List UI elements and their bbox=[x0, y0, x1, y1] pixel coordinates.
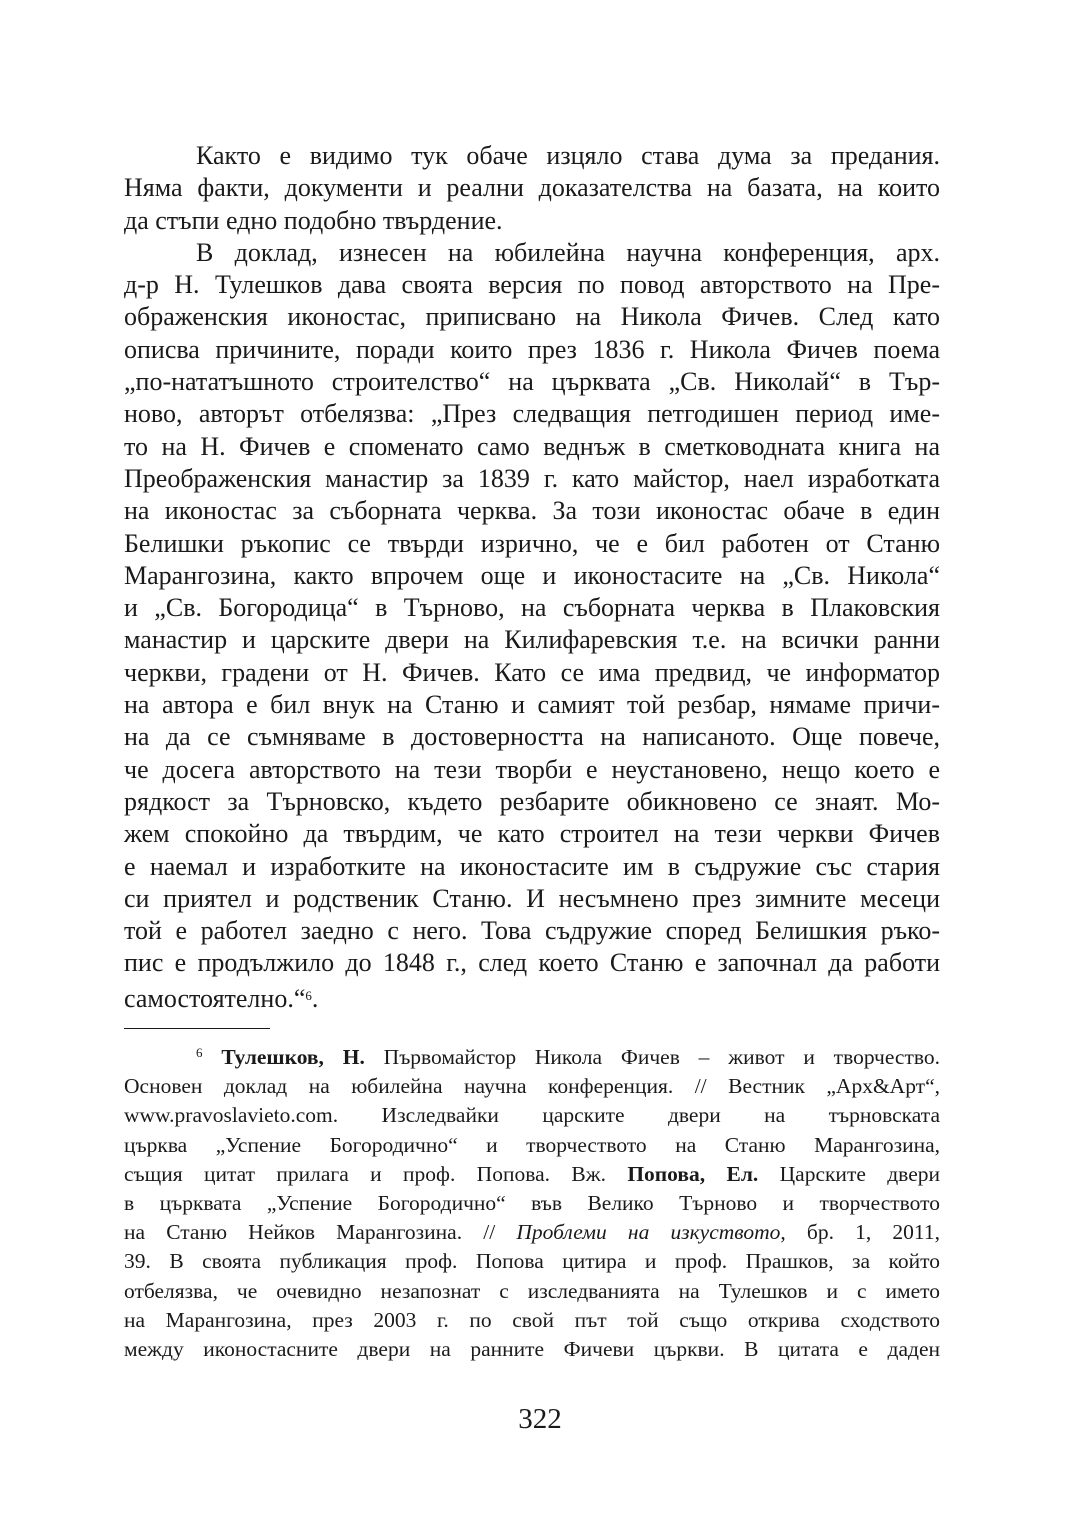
paragraph bbox=[124, 237, 940, 1015]
text-line: рядкост за Търновско, където резбарите обикновено се знаят. Мо- bbox=[124, 786, 940, 816]
footnote-text: на Станю Нейков Марангозина. // bbox=[124, 1220, 517, 1245]
text-line-end: самостоятелно.“ bbox=[124, 983, 306, 1013]
footnote-number: 6 bbox=[196, 1045, 203, 1060]
text-line: на иконостас за съборната черква. За този иконостас обаче в един bbox=[124, 496, 940, 526]
footnote-line: www.pravoslavieto.com. Изследвайки царските двери на търновската bbox=[124, 1103, 940, 1128]
text-line: Марангозина, както впрочем още и иконостасите на „Св. Никола“ bbox=[124, 560, 940, 590]
text-line: черкви, градени от Н. Фичев. Като се има предвид, че информатор bbox=[124, 657, 940, 687]
text-line: е наемал и изработките на иконостасите им в съдружие със стария bbox=[124, 851, 940, 881]
text-line: и „Св. Богородица“ в Търново, на съборната черква в Плаковския bbox=[124, 593, 940, 623]
text-line: да стъпи едно подобно твърдение. bbox=[124, 205, 503, 235]
footnote bbox=[124, 1038, 940, 1364]
text-line: Няма факти, документи и реални доказателства на базата, на които bbox=[124, 173, 940, 203]
footnote-line bbox=[124, 1038, 940, 1072]
footnote-line: църква „Успение Богородично“ и творчеството на Станю Марангозина, bbox=[124, 1132, 940, 1157]
footnote-author: Попова, Ел. bbox=[627, 1161, 759, 1186]
text-line: жем спокойно да твърдим, че като строител на тези черкви Фичев bbox=[124, 819, 940, 849]
text-line: че досега авторството на тези творби е неустановено, нещо което е bbox=[124, 754, 940, 784]
text-line: на да се съмняваме в достоверността на написаното. Още повече, bbox=[124, 722, 940, 752]
text-line: манастир и царските двери на Килифаревския т.е. на всички ранни bbox=[124, 625, 940, 655]
footnote-text: Царските двери bbox=[758, 1161, 941, 1186]
text-line: Белишки ръкопис се твърди изрично, че е бил работен от Станю bbox=[124, 528, 940, 558]
page-number: 322 bbox=[518, 1403, 562, 1435]
text-line: ображенския иконостас, приписвано на Никола Фичев. След като bbox=[124, 302, 940, 332]
footnote-text: , бр. 1, 2011, bbox=[780, 1220, 940, 1245]
text-line: ново, авторът отбелязва: „През следващия петгодишен период име- bbox=[124, 399, 940, 429]
footnote-divider bbox=[124, 1028, 270, 1029]
footnote-line: Основен доклад на юбилейна научна конференция. // Вестник „Арх&Арт“, bbox=[124, 1074, 940, 1099]
footnote-line: 39. В своята публикация проф. Попова цитира и проф. Прашков, за който bbox=[124, 1249, 940, 1274]
text-line: пис е продължило до 1848 г., след което Станю е започнал да работи bbox=[124, 948, 940, 978]
main-text bbox=[124, 140, 940, 1015]
text-line: Преображенския манастир за 1839 г. като майстор, наел изработката bbox=[124, 463, 940, 493]
text-line: самостоятелно.“$^6$. bbox=[124, 983, 319, 1013]
footnote-ref[interactable]: 6 bbox=[305, 987, 312, 1003]
footnote-text: същия цитат прилага и проф. Попова. Вж. bbox=[124, 1161, 628, 1186]
footnote-author: Тулешков, Н. bbox=[221, 1045, 365, 1069]
footnote-text: Първомайстор Никола Фичев – живот и творчество. bbox=[364, 1045, 940, 1069]
footnote-line: отбелязва, че очевидно незапознат с изследванията на Тулешков и с името bbox=[124, 1278, 940, 1303]
footnote-line: на Марангозина, през 2003 г. по свой път той също открива сходството bbox=[124, 1307, 940, 1332]
footnote-line: между иконостасните двери на ранните Фичеви църкви. В цитата е даден bbox=[124, 1337, 940, 1362]
text-line: то на Н. Фичев е споменато само веднъж в сметководната книга на bbox=[124, 431, 940, 461]
footnote-line bbox=[124, 1218, 940, 1247]
footnote-line: в църквата „Успение Богородично“ във Велико Търново и творчеството bbox=[124, 1191, 940, 1216]
text-line: Както е видимо тук обаче изцяло става дума за предания. bbox=[196, 141, 940, 170]
footnote-line bbox=[124, 1160, 940, 1189]
paragraph bbox=[124, 140, 940, 237]
text-line: на автора е бил внук на Станю и самият той резбар, нямаме причи- bbox=[124, 690, 940, 720]
text-line: В доклад, изнесен на юбилейна научна конференция, арх. bbox=[196, 237, 940, 267]
text-line: описва причините, поради които през 1836 г. Никола Фичев поема bbox=[124, 334, 940, 364]
text-line: „по-нататъшното строителство“ на църквата „Св. Николай“ в Тър- bbox=[124, 367, 940, 397]
text-line: си приятел и родственик Станю. И несъмнено през зимните месеци bbox=[124, 883, 940, 913]
text-line: д-р Н. Тулешков дава своята версия по повод авторството на Пре- bbox=[124, 270, 940, 300]
footnote-journal: Проблеми на изкуството bbox=[516, 1220, 781, 1245]
text-line: той е работел заедно с него. Това съдружие според Белишкия ръко- bbox=[124, 916, 940, 946]
